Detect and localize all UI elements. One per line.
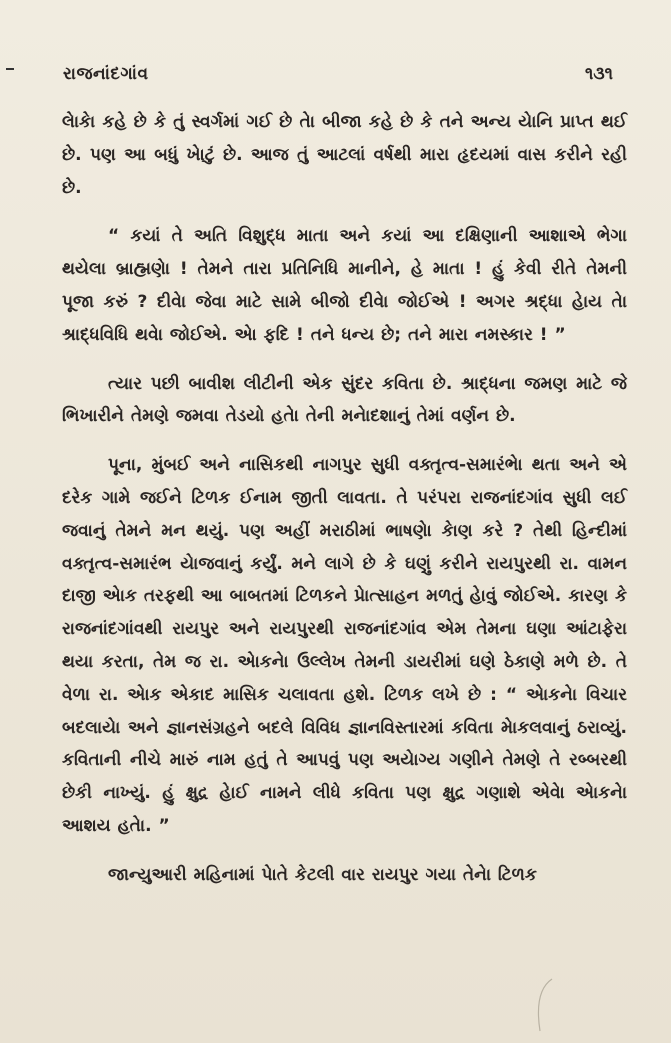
page-header: [48, 64, 621, 90]
page-number: ૧૩૧: [585, 64, 613, 84]
paragraph-2-quote: “ કયાં તે અતિ વિશુદ્ધ માતા અને કયાં આ દક્ષિણાની આશાએ ભેગા થયેલા બ્રાહ્મણેા ! તેમને તારા પ્રતિનિધિ માનીને, હે માતા ! હું કેવી રીતે તેમની પૂજા કરું ? દીવેા જેવા માટે સામે બીજો દીવેા જોઈએ ! અગર શ્રદ્ધા હેાય તેા શ્રાદ્ધવિધિ થવેા જોઈએ. એા ફદિ ! તને ધન્ય છે; તને મારા નમસ્કાર ! ”: [62, 226, 627, 345]
paragraph-1: લેાકેા કહે છે કે તું સ્વર્ગમાં ગઈ છે તેા બીજા કહે છે કે તને અન્ય યેાનિ પ્રાપ્ત થઈ છે. પણ આ બધું ખેાટું છે. આજ તું આટલાં વર્ષથી મારા હૃદયમાં વાસ કરીને રહી છે.: [62, 112, 627, 198]
running-title: રાજનાંદગાંવ: [63, 64, 149, 84]
paragraph-4: પૂના, મુંબઈ અને નાસિકથી નાગપુર સુધી વક્તૃત્વ-સમારંભેા થતા અને એ દરેક ગામે જઈને ટિળક ઈનામ જીતી લાવતા. તે પરંપરા રાજનાંદગાંવ સુધી લઈ જવાનું તેમને મન થયું. પણ અહીં મરાઠીમાં ભાષણેા કેાણ કરે ? તેથી હિન્દીમાં વક્તૃત્વ-સમારંભ યેાજવાનું કર્યું. મને લાગે છે કે ઘણું કરીને રાયપુરથી રા. વામન દાજી એાક તરફથી આ બાબતમાં ટિળકને પ્રેાત્સાહન મળતું હેાવું જોઈએ. કારણ કે રાજનાંદગાંવથી રાયપુર અને રાયપુરથી રાજનાંદગાંવ એમ તેમના ઘણા આંટાફેરા થયા કરતા, તેમ જ રા. એાકનેા ઉલ્લેખ તેમની ડાયરીમાં ઘણે ઠેકાણે મળે છે. તે વેળા રા. એાક એકાદ માસિક ચલાવતા હશે. ટિળક લખે છે : “ એાકનેા વિચાર બદલાયેા અને જ્ઞાનસંગ્રહને બદલે વિવિધ જ્ઞાનવિસ્તારમાં કવિતા મેાકલવાનું ઠરાવ્યું. કવિતાની નીચે મારું નામ હતું તે આપવું પણ અયેાગ્ય ગણીને તેમણે તે રબ્બરથી છેકી નાખ્યું. હું ક્ષુદ્ર હેાઈ નામને લીધે કવિતા પણ ક્ષુદ્ર ગણાશે એવેા એાકનેા આશય હતેા. ”: [62, 455, 627, 836]
paragraph-5: જાન્યુઆરી મહિનામાં પેાતે કેટલી વાર રાયપુર ગયા તેનેા ટિળક: [108, 864, 537, 885]
margin-mark: [6, 68, 14, 70]
paragraph-3: ત્યાર પછી બાવીશ લીટીની એક સુંદર કવિતા છે. શ્રાદ્ધના જમણ માટે જે ભિખારીને તેમણે જમવા તેડયો હતેા તેની મનેાદશાનું તેમાં વર્ણન છે.: [62, 373, 627, 427]
pencil-mark: [530, 975, 560, 1035]
body-text: [62, 106, 627, 892]
